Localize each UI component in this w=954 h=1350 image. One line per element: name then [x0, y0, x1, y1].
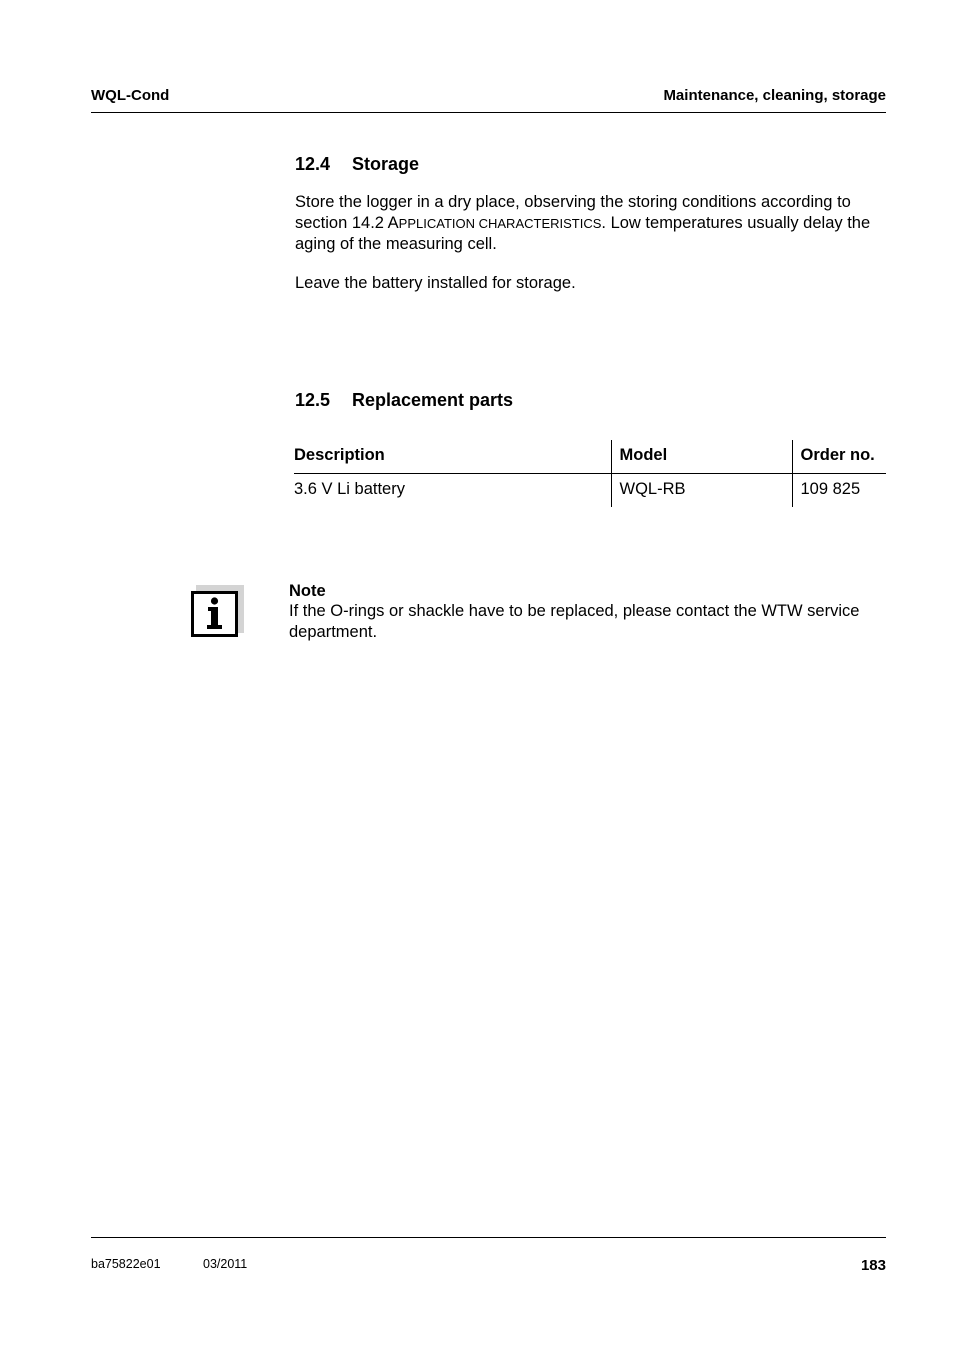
section-reference-rest: PPLICATION CHARACTERISTICS [398, 216, 602, 231]
footer-date: 03/2011 [203, 1257, 248, 1271]
note-body: If the O-rings or shackle have to be replaced, please contact the WTW service department. [289, 602, 860, 641]
battery-paragraph: Leave the battery installed for storage. [295, 274, 576, 292]
storage-paragraph [295, 192, 887, 255]
cell-model: WQL-RB [611, 474, 792, 508]
table-row [294, 474, 886, 508]
footer-document-id: ba75822e01 [91, 1257, 161, 1271]
section-title: Storage [352, 154, 420, 174]
info-icon [191, 585, 244, 638]
section-number: 12.4 [295, 154, 331, 174]
storage-text-end: . Low temperatures usually delay the aging of the measuring cell. [295, 214, 871, 253]
section-number: 12.5 [295, 390, 331, 410]
cell-order-no: 109 825 [792, 474, 886, 508]
section-reference-initial: A [387, 214, 399, 232]
section-heading-replacement-parts [295, 390, 513, 411]
section-heading-storage [295, 154, 419, 175]
footer-divider [91, 1237, 886, 1238]
header-divider [91, 112, 886, 113]
replacement-parts-table [294, 440, 886, 507]
section-title: Replacement parts [352, 390, 514, 410]
running-header-product: WQL-Cond [91, 87, 170, 104]
column-header-model: Model [611, 440, 792, 474]
running-header-chapter: Maintenance, cleaning, storage [663, 87, 886, 104]
note-title: Note [289, 582, 326, 600]
section-reference-link[interactable] [388, 214, 602, 232]
column-header-description: Description [294, 440, 611, 474]
column-header-order-no: Order no. [792, 440, 886, 474]
cell-description: 3.6 V Li battery [294, 480, 405, 498]
table-header-row [294, 440, 886, 474]
page-number: 183 [860, 1257, 886, 1274]
storage-text-start: Store the logger in a dry place, observing the storing conditions according to section 14.2 [295, 193, 851, 232]
